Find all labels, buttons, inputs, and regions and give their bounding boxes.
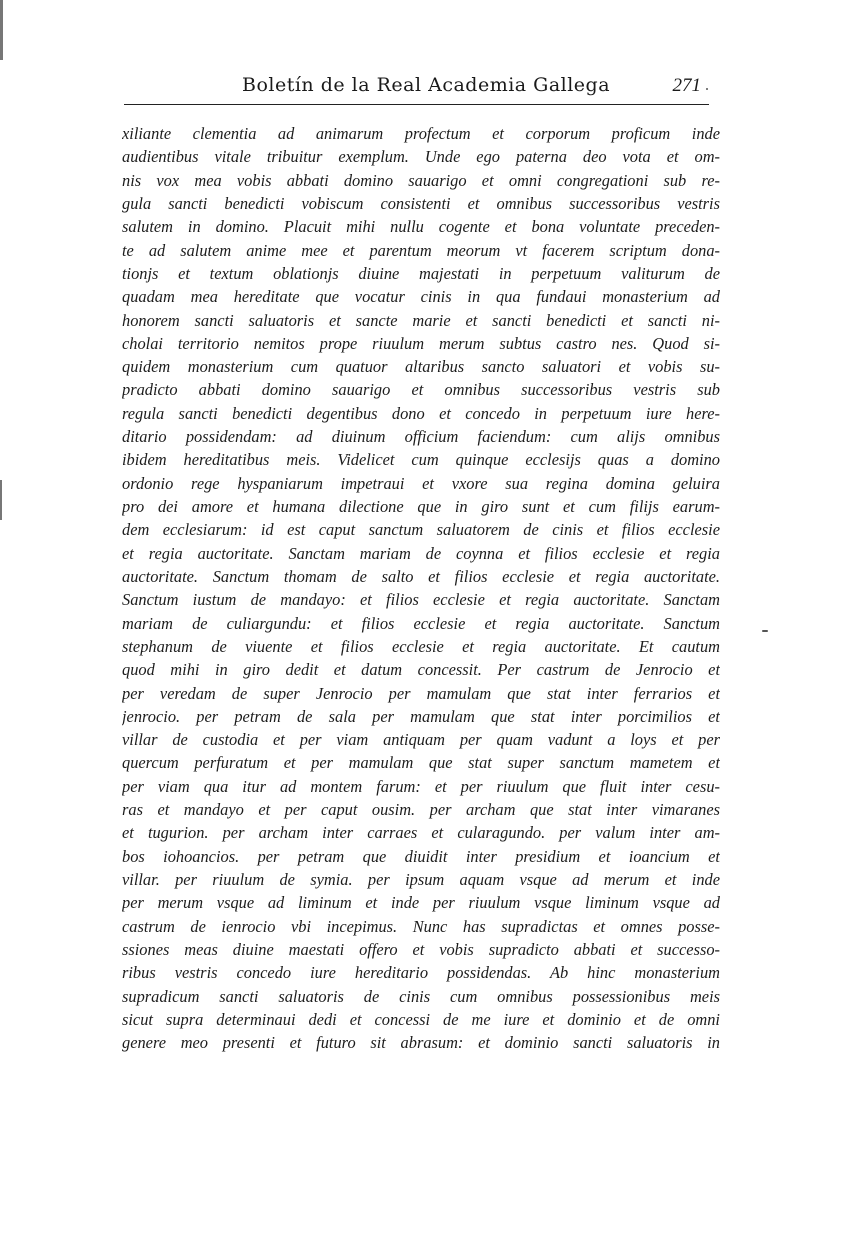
running-title: Boletín de la Real Academia Gallega	[242, 74, 611, 96]
body-text	[122, 122, 720, 1055]
text-line: ribus vestris concedo iure hereditario possidendas. Ab hinc monasterium	[122, 963, 720, 983]
text-line: per merum vsque ad liminum et inde per riuulum vsque liminum vsque ad	[122, 893, 720, 913]
text-line: ibidem hereditatibus meis. Videlicet cum quinque ecclesijs quas a domino	[122, 450, 720, 470]
text-line: villar. per riuulum de symia. per ipsum aquam vsque ad merum et inde	[122, 870, 720, 889]
text-line: mariam de culiargundu: et filios ecclesie et regia auctoritate. Sanctum	[122, 613, 720, 633]
text-line: quod mihi in giro dedit et datum concessit. Per castrum de Jenrocio et	[122, 660, 720, 680]
margin-speck	[762, 630, 768, 632]
text-line: villar de custodia et per viam antiquam per quam vadunt a loys et per	[122, 730, 720, 750]
text-line: auctoritate. Sanctum thomam de salto et filios ecclesie et regia auctoritate.	[122, 566, 720, 586]
text-line: stephanum de viuente et filios ecclesie et regia auctoritate. Et cautum	[122, 636, 720, 656]
scan-edge-mark	[0, 480, 2, 520]
text-line: regula sancti benedicti degentibus dono et concedo in perpetuum iure here-	[122, 403, 720, 423]
text-line: gula sancti benedicti vobiscum consistenti et omnibus successoribus vestris	[122, 193, 720, 213]
text-line: jenrocio. per petram de sala per mamulam que stat inter porcimilios et	[122, 706, 720, 726]
text-line: audientibus vitale tribuitur exemplum. Unde ego paterna deo vota et om-	[122, 147, 720, 167]
margin-speck	[706, 88, 708, 90]
text-line: per viam qua itur ad montem farum: et per riuulum que fluit inter cesu-	[122, 776, 720, 796]
text-line: quadam mea hereditate que vocatur cinis in qua fundaui monasterium ad	[122, 287, 720, 307]
text-line: et regia auctoritate. Sanctam mariam de coynna et filios ecclesie et regia	[122, 543, 720, 563]
text-line: castrum de ienrocio vbi incepimus. Nunc has supradictas et omnes posse-	[122, 916, 720, 936]
text-line: pradicto abbati domino sauarigo et omnibus successoribus vestris sub	[122, 380, 720, 400]
text-line: ssiones meas diuine maestati offero et vobis supradicto abbati et successo-	[122, 939, 720, 959]
text-line: te ad salutem anime mee et parentum meorum vt facerem scriptum dona-	[122, 240, 720, 260]
text-line: ras et mandayo et per caput ousim. per archam que stat inter vimaranes	[122, 800, 720, 820]
text-line: bos iohoancios. per petram que diuidit inter presidium et ioancium et	[122, 846, 720, 866]
text-line: per veredam de super Jenrocio per mamulam que stat inter ferrarios et	[122, 683, 720, 703]
text-line: xiliante clementia ad animarum profectum et corporum proficum inde	[122, 124, 720, 143]
text-line: honorem sancti saluatoris et sancte marie et sancti benedicti et sancti ni-	[122, 310, 720, 330]
text-line: tionjs et textum oblationjs diuine majestati in perpetuum valiturum de	[122, 263, 720, 283]
page-number: 271	[672, 75, 701, 96]
text-line: nis vox mea vobis abbati domino sauarigo et omni congregationi sub re-	[122, 170, 720, 190]
page-header	[124, 72, 709, 105]
text-line: sicut supra determinaui dedi et concessi de me iure et dominio et de omni	[122, 1009, 720, 1029]
scan-edge-mark	[0, 0, 3, 60]
text-line: supradicum sancti saluatoris de cinis cum omnibus possessionibus meis	[122, 986, 720, 1006]
text-line: salutem in domino. Placuit mihi nullu cogente et bona voluntate preceden-	[122, 217, 720, 237]
text-line: ditario possidendam: ad diuinum officium faciendum: cum alijs omnibus	[122, 427, 720, 447]
text-line: et tugurion. per archam inter carraes et cularagundo. per valum inter am-	[122, 823, 720, 843]
text-line: genere meo presenti et futuro sit abrasum: et dominio sancti saluatoris in	[122, 1033, 720, 1053]
text-line: dem ecclesiarum: id est caput sanctum saluatorem de cinis et filios ecclesie	[122, 520, 720, 540]
text-line: quidem monasterium cum quatuor altaribus sancto saluatori et vobis su-	[122, 357, 720, 377]
text-line: quercum perfuratum et per mamulam que stat super sanctum mametem et	[122, 753, 720, 773]
text-line: cholai territorio nemitos prope riuulum merum subtus castro nes. Quod si-	[122, 333, 720, 353]
text-line: Sanctum iustum de mandayo: et filios ecclesie et regia auctoritate. Sanctam	[122, 590, 720, 610]
text-line: pro dei amore et humana dilectione que in giro sunt et cum filijs earum-	[122, 497, 720, 516]
text-line: ordonio rege hyspaniarum impetraui et vxore sua regina domina geluira	[122, 473, 720, 493]
